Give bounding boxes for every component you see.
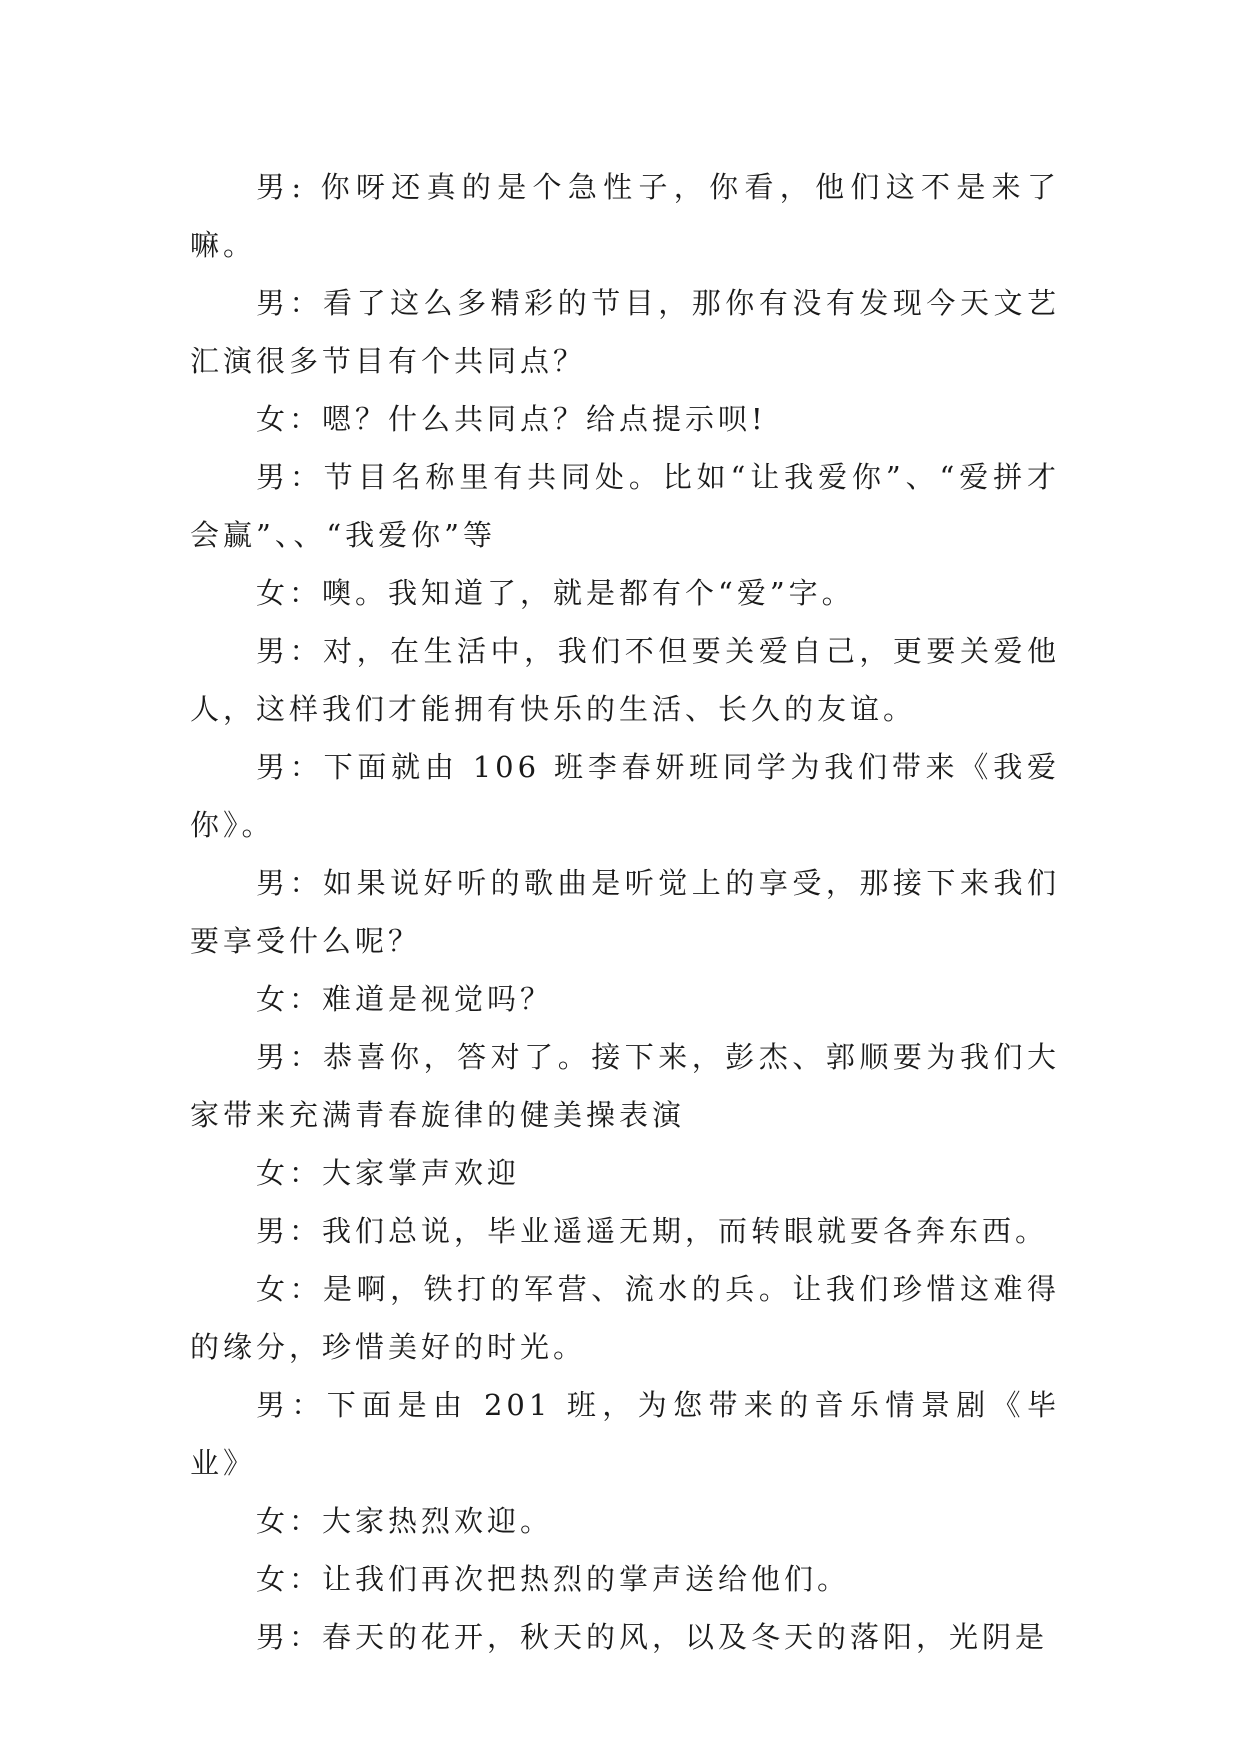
paragraph: 女：大家热烈欢迎。	[256, 1504, 554, 1538]
paragraph: 男：看了这么多精彩的节目，那你有没有发现今天文艺汇演很多节目有个共同点？	[190, 286, 1060, 378]
paragraph: 男：恭喜你，答对了。接下来，彭杰、郭顺要为我们大家带来充满青春旋律的健美操表演	[190, 1040, 1060, 1132]
paragraph: 女：难道是视觉吗？	[256, 982, 554, 1016]
paragraph: 男: 你呀还真的是个急性子，你看，他们这不是来了嘛。	[190, 170, 1060, 262]
paragraph: 男：对，在生活中，我们不但要关爱自己，更要关爱他人，这样我们才能拥有快乐的生活、长久的友谊。	[190, 634, 1060, 726]
paragraph: 女：是啊，铁打的军营、流水的兵。让我们珍惜这难得的缘分，珍惜美好的时光。	[190, 1272, 1060, 1364]
paragraph: 女：让我们再次把热烈的掌声送给他们。	[256, 1562, 851, 1596]
document-body	[190, 158, 1060, 1666]
paragraph: 女：嗯？什么共同点？给点提示呗!	[256, 402, 767, 436]
paragraph: 男：下面是由 201 班，为您带来的音乐情景剧《毕业》	[190, 1388, 1060, 1480]
paragraph: 女：噢。我知道了，就是都有个“爱”字。	[256, 576, 855, 610]
paragraph: 女：大家掌声欢迎	[256, 1156, 521, 1190]
paragraph: 男：下面就由 106 班李春妍班同学为我们带来《我爱你》。	[190, 750, 1060, 842]
paragraph: 男：如果说好听的歌曲是听觉上的享受，那接下来我们要享受什么呢？	[190, 866, 1060, 958]
paragraph: 男：节目名称里有共同处。比如“让我爱你”、“爱拼才会赢”、、“我爱你”等	[190, 460, 1060, 552]
paragraph: 男：我们总说，毕业遥遥无期，而转眼就要各奔东西。	[256, 1214, 1049, 1248]
paragraph: 男：春天的花开，秋天的风，以及冬天的落阳，光阴是	[256, 1620, 1049, 1654]
